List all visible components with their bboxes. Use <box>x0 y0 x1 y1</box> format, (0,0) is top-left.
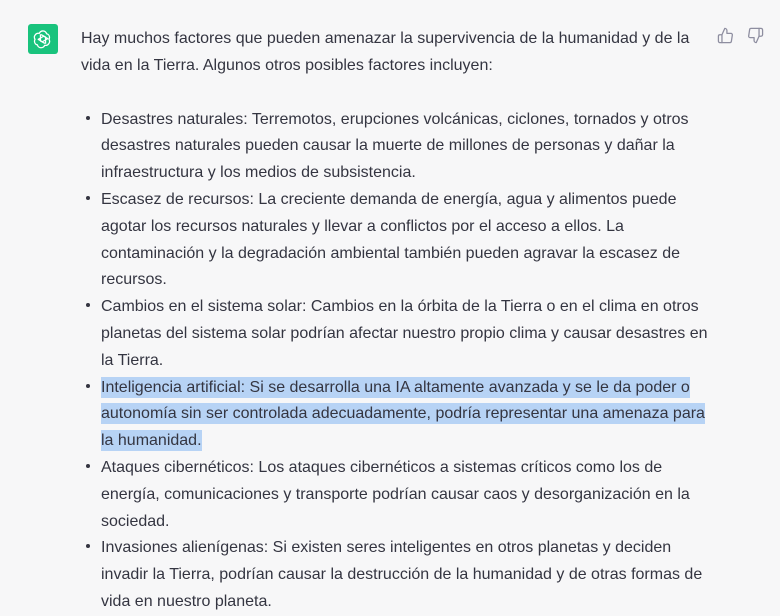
assistant-avatar <box>28 24 58 54</box>
list-item-text: Ataques cibernéticos: Los ataques cibernéticos a sistemas críticos como los de energía, comunicaciones y transporte podrían causar caos y desorganización en la sociedad. <box>101 458 690 530</box>
thumbs-up-button[interactable] <box>716 26 734 44</box>
thumbs-down-icon <box>747 27 764 44</box>
list-item-text: Desastres naturales: Terremotos, erupciones volcánicas, ciclones, tornados y otros desastres naturales pueden causar la muerte de millones de personas y dañar la infraestructura y los medios de subsistencia. <box>101 110 689 182</box>
list-item <box>81 294 721 374</box>
list-item-selected <box>81 375 721 455</box>
openai-logo-icon <box>32 28 54 50</box>
feedback-actions <box>716 26 764 44</box>
list-item-text: Invasiones alienígenas: Si existen seres inteligentes en otros planetas y deciden invadir la Tierra, podrían causar la destrucción de la humanidad y de otras formas de vida en nuestro planeta. <box>101 539 703 610</box>
message-intro: Hay muchos factores que pueden amenazar la supervivencia de la humanidad y de la vida en la Tierra. Algunos otros posibles factores incluyen: <box>81 30 690 74</box>
selected-text[interactable]: Inteligencia artificial: Si se desarrolla una IA altamente avanzada y se le da poder o autonomía sin ser controlada adecuadamente, podría representar una amenaza para la humanidad. <box>101 378 705 450</box>
list-item <box>81 455 721 535</box>
factor-list <box>81 107 721 616</box>
thumbs-up-icon <box>717 27 734 44</box>
thumbs-down-button[interactable] <box>746 26 764 44</box>
list-item <box>81 535 721 615</box>
list-item <box>81 187 721 294</box>
list-item-text: Escasez de recursos: La creciente demanda de energía, agua y alimentos puede agotar los recursos naturales y llevar a conflictos por el acceso a ellos. La contaminación y la degradación ambiental también pueden agravar la escasez de recursos. <box>101 190 681 289</box>
message-content <box>81 26 721 616</box>
list-item-text: Cambios en el sistema solar: Cambios en la órbita de la Tierra o en el clima en otros planetas del sistema solar podrían afectar nuestro propio clima y causar desastres en la Tierra. <box>101 298 708 369</box>
list-item <box>81 107 721 187</box>
